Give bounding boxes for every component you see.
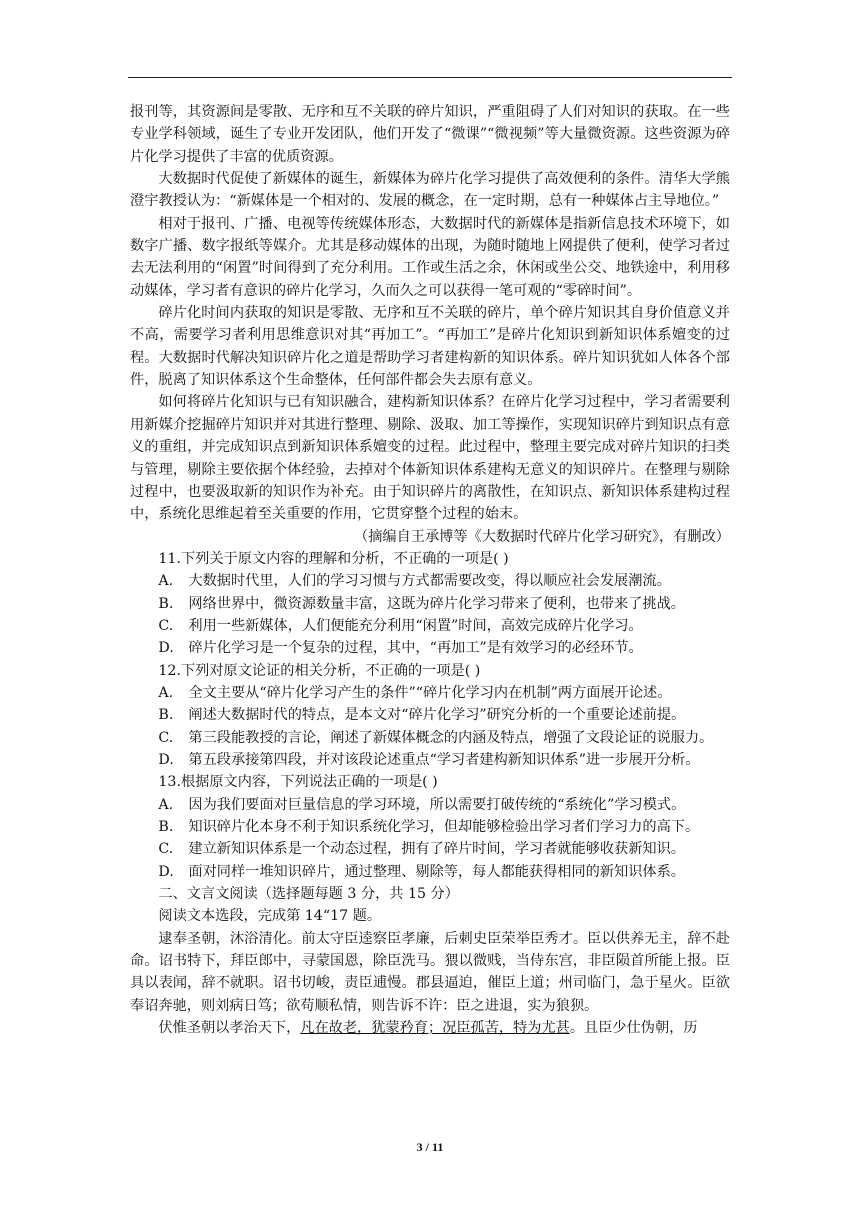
classical-paragraph bbox=[130, 1017, 730, 1039]
option-c bbox=[130, 838, 730, 860]
section-heading: 二、文言文阅读（选择题每题 3 分，共 15 分） bbox=[158, 886, 459, 903]
option-label: C. bbox=[158, 729, 174, 746]
option-label: A. bbox=[158, 796, 174, 813]
option-c bbox=[130, 727, 730, 749]
option-label: B. bbox=[158, 819, 174, 835]
paragraph: 相对于报刊、广播、电视等传统媒体形态，大数据时代的新媒体是指新信息技术环境下，如数字广播、数字报纸等媒介。尤其是移动媒体的出现，为随时随地上网提供了便利，使学习者过去无法利用的“闲置”时间得到了充分利用。工作或生活之余，休闲或坐公交、地铁途中，利用移动媒体，学习者有意识的碎片化学习，久而久之可以获得一笔可观的“零碎时间”。 bbox=[130, 215, 730, 299]
option-label: A. bbox=[158, 573, 174, 590]
section-instruction: 阅读文本选段，完成第 14“17 题。 bbox=[158, 908, 382, 925]
classical-paragraph: 逮奉圣朝，沐浴清化。前太守臣逵察臣孝廉，后刺史臣荣举臣秀才。臣以供养无主，辞不赴命。诏书特下，拜臣郎中，寻蒙国恩，除臣洗马。猥以微贱，当侍东宫，非臣陨首所能上报。臣具以表闻，辞不就职。诏书切峻，责臣逋慢。郡县逼迫，催臣上道；州司临门，急于星火。臣欲奉诏奔驰，则刘病日笃；欲苟顺私情，则告诉不许：臣之进退，实为狼狈。 bbox=[130, 930, 730, 1014]
option-b bbox=[130, 593, 730, 615]
paragraph: 碎片化时间内获取的知识是零散、无序和互不关联的碎片，单个碎片知识其自身价值意义并不高，需要学习者利用思维意识对其“再加工”。“再加工”是碎片化知识到新知识体系嬗变的过程。大数据时代解决知识碎片化之道是帮助学习者建构新的知识体系。碎片知识犹如人体各个部件，脱离了知识体系这个生命整体，任何部件都会失去原有意义。 bbox=[130, 305, 730, 389]
paragraph: 大数据时代促使了新媒体的诞生，新媒体为碎片化学习提供了高效便利的条件。清华大学熊澄宇教授认为：“新媒体是一个相对的、发展的概念，在一定时期，总有一种媒体占主导地位。” bbox=[130, 171, 730, 210]
option-text: 知识碎片化本身不利于知识系统化学习，但却能够检验出学习者们学习力的高下。 bbox=[188, 819, 700, 835]
option-text: 大数据时代里，人们的学习习惯与方式都需要改变，得以顺应社会发展潮流。 bbox=[188, 573, 671, 590]
option-a bbox=[130, 570, 730, 592]
header-rule bbox=[128, 77, 732, 78]
option-label: C. bbox=[158, 841, 174, 858]
option-label: A. bbox=[158, 684, 174, 701]
option-text: 网络世界中，微资源数量丰富，这既为碎片化学习带来了便利，也带来了挑战。 bbox=[188, 595, 685, 612]
option-c bbox=[130, 615, 730, 637]
option-label: C. bbox=[158, 617, 174, 634]
option-text: 面对同样一堆知识碎片，通过整理、剔除等，每人都能获得相同的新知识体系。 bbox=[188, 863, 685, 880]
paragraph-continued: 报刊等，其资源间是零散、无序和互不关联的碎片知识，严重阻碍了人们对知识的获取。在一些专业学科领域，诞生了专业开发团队，他们开发了“微课”“微视频”等大量微资源。这些资源为碎片化学习提供了丰富的优质资源。 bbox=[130, 104, 730, 165]
option-d bbox=[130, 749, 730, 771]
option-a bbox=[130, 682, 730, 704]
option-label: D. bbox=[158, 640, 174, 657]
option-label: D. bbox=[158, 863, 174, 880]
option-d bbox=[130, 637, 730, 659]
option-text: 全文主要从“碎片化学习产生的条件”“碎片化学习内在机制”两方面展开论述。 bbox=[188, 684, 672, 701]
question-13 bbox=[130, 771, 730, 883]
option-label: B. bbox=[158, 707, 174, 724]
option-text: 第五段承接第四段，并对该段论述重点“学习者建构新知识体系”进一步展开分析。 bbox=[188, 751, 700, 768]
underlined-sentence: 凡在故老，犹蒙矜育；况臣孤苦，特为尤甚 bbox=[300, 1020, 570, 1037]
question-stem: 11.下列关于原文内容的理解和分析，不正确的一项是( ) bbox=[158, 550, 509, 567]
question-12 bbox=[130, 660, 730, 772]
option-text: 第三段能教授的言论，阐述了新媒体概念的内涵及特点，增强了文段论证的说服力。 bbox=[188, 729, 714, 746]
option-a bbox=[130, 794, 730, 816]
question-11 bbox=[130, 548, 730, 660]
option-label: B. bbox=[158, 595, 174, 612]
option-text: 因为我们要面对巨量信息的学习环境，所以需要打破传统的“系统化”学习模式。 bbox=[188, 796, 686, 813]
page-number: 3 / 11 bbox=[416, 1140, 444, 1154]
option-b bbox=[130, 704, 730, 726]
classical-text: 。且臣少仕伪朝，历 bbox=[569, 1020, 698, 1037]
document-body bbox=[130, 101, 730, 1039]
option-text: 碎片化学习是一个复杂的过程，其中，“再加工”是有效学习的必经环节。 bbox=[188, 640, 643, 657]
classical-text: 伏惟圣朝以孝治天下， bbox=[158, 1020, 301, 1037]
source-citation: （摘编自王承博等《大数据时代碎片化学习研究》，有删改） bbox=[354, 528, 730, 545]
option-b bbox=[130, 816, 730, 838]
paragraph: 如何将碎片化知识与已有知识融合，建构新知识体系？在碎片化学习过程中，学习者需要利用新媒介挖掘碎片知识并对其进行整理、剔除、汲取、加工等操作，实现知识碎片到知识点有意义的重组，并完成知识点到新知识体系嬗变的过程。此过程中，整理主要完成对碎片知识的扫类与管理，剔除主要依据个体经验，去掉对个体新知识体系建构无意义的知识碎片。在整理与剔除过程中，也要汲取新的知识作为补充。由于知识碎片的离散性，在知识点、新知识体系建构过程中，系统化思维起着至关重要的作用，它贯穿整个过程的始末。 bbox=[130, 394, 730, 523]
option-label: D. bbox=[158, 751, 174, 768]
option-d bbox=[130, 861, 730, 883]
question-stem: 12.下列对原文论证的相关分析，不正确的一项是( ) bbox=[158, 662, 481, 679]
option-text: 建立新知识体系是一个动态过程，拥有了碎片时间，学习者就能够收获新知识。 bbox=[188, 841, 685, 858]
question-stem: 13.根据原文内容，下列说法正确的一项是( ) bbox=[158, 774, 438, 791]
option-text: 利用一些新媒体，人们便能充分利用“闲置”时间，高效完成碎片化学习。 bbox=[188, 617, 643, 634]
option-text: 阐述大数据时代的特点，是本文对“碎片化学习”研究分析的一个重要论述前提。 bbox=[188, 707, 686, 724]
